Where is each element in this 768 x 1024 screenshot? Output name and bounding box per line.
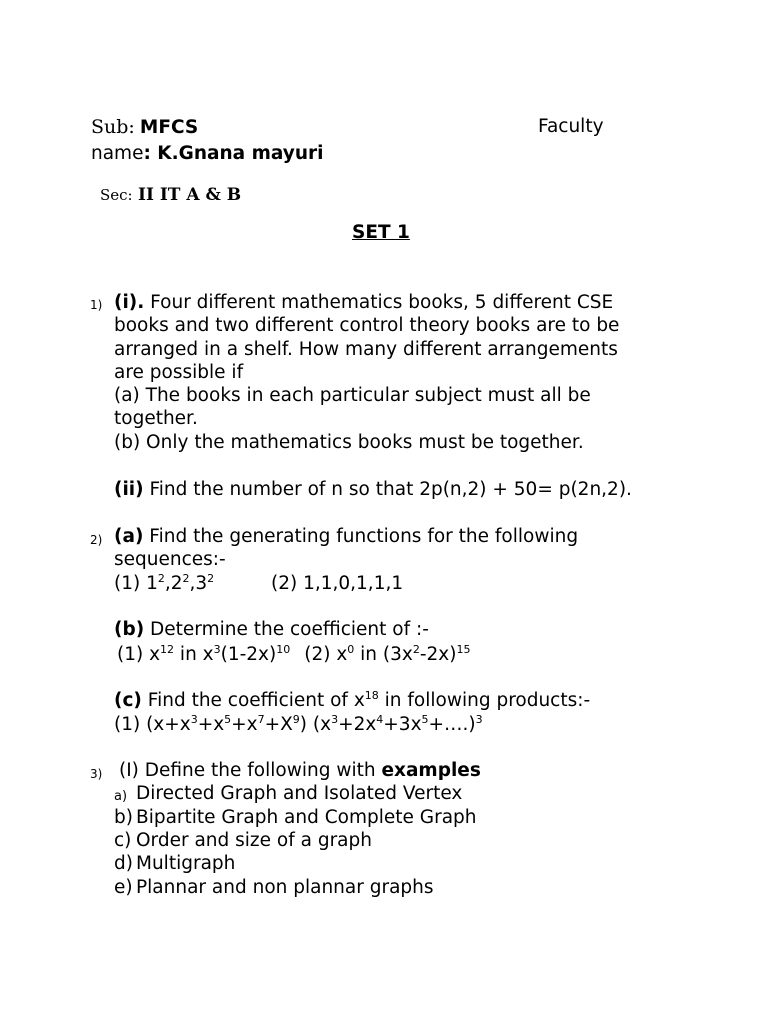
q2a-sequence-1 — [114, 573, 214, 594]
exponent: 4 — [376, 713, 384, 726]
q1-part-ii-label: (ii) — [114, 479, 144, 500]
q3-item-text: Bipartite Graph and Complete Graph — [136, 807, 477, 828]
q2a-line-2: sequences:- — [114, 549, 226, 570]
expr-part: in x — [174, 644, 214, 665]
q2a-seq1-part: (1) 1 — [114, 573, 158, 594]
expr-part: +x — [231, 714, 258, 735]
faculty-name: : K.Gnana mayuri — [143, 143, 324, 164]
q1-line-5: (a) The books in each particular subject must all be — [114, 385, 591, 406]
q2c-text: in following products:- — [378, 690, 591, 711]
q3-item-text: Order and size of a graph — [136, 830, 372, 851]
q3-item-label: c) — [114, 830, 132, 851]
q3-intro-bold: examples — [381, 760, 481, 781]
q1-line-3: arranged in a shelf. How many different arrangements — [114, 339, 618, 360]
q1-line-1 — [114, 292, 613, 313]
exponent: 3 — [190, 713, 198, 726]
section-value: II IT A & B — [138, 185, 242, 205]
exponent: 5 — [421, 713, 429, 726]
q2a-seq1-part: ,2 — [164, 573, 183, 594]
q3-item-text: Directed Graph and Isolated Vertex — [136, 783, 463, 804]
expr-part: +….) — [428, 714, 476, 735]
q3-item-text: Multigraph — [136, 853, 236, 874]
faculty-name-line — [91, 143, 324, 164]
expr-part: in (3x — [354, 644, 413, 665]
q1-part-ii — [114, 479, 632, 500]
exponent: 15 — [456, 643, 471, 656]
expr-part: (1) x — [117, 644, 161, 665]
q2a-label: (a) — [114, 526, 144, 547]
exponent: 2 — [157, 572, 165, 585]
q1-line-7: (b) Only the mathematics books must be together. — [114, 432, 584, 453]
expr-part: +x — [197, 714, 225, 735]
q1-part-i-label: (i). — [114, 292, 145, 313]
exponent: 7 — [257, 713, 265, 726]
expr-part: ) (x — [299, 714, 332, 735]
expr-part: -2x) — [419, 644, 457, 665]
exponent: 18 — [364, 689, 379, 702]
set-title: SET 1 — [352, 222, 410, 243]
exponent: 3 — [331, 713, 339, 726]
section-label: Sec: — [100, 186, 133, 204]
exponent: 2 — [207, 572, 215, 585]
subject-line — [91, 116, 198, 138]
faculty-label: Faculty — [538, 116, 604, 137]
q2a-seq1-part: ,3 — [189, 573, 208, 594]
q3-item-label: d) — [114, 853, 133, 874]
q1-line-2: books and two different control theory books are to be — [114, 315, 620, 336]
q3-item-label: b) — [114, 807, 133, 828]
exponent: 2 — [182, 572, 190, 585]
q2a-text: Find the generating functions for the following — [149, 526, 579, 547]
q2c-label: (c) — [114, 690, 142, 711]
q2c-text: Find the coefficient of x — [147, 690, 365, 711]
section-line — [100, 185, 241, 205]
q2a-sequence-2: (2) 1,1,0,1,1,1 — [271, 573, 404, 594]
exponent: 9 — [292, 713, 300, 726]
question-number: 2) — [90, 533, 103, 547]
expr-part: (1) (x+x — [114, 714, 191, 735]
q3-intro-text: (I) Define the following with — [119, 760, 382, 781]
q2c-product — [114, 714, 483, 735]
q3-intro — [119, 760, 481, 781]
expr-part: +3x — [383, 714, 422, 735]
question-number: 3) — [90, 767, 103, 781]
q2b-label: (b) — [114, 619, 145, 640]
q2a-line-1 — [114, 526, 578, 547]
q2b-text: Determine the coefficient of :- — [150, 619, 429, 640]
q3-item-label: e) — [114, 877, 133, 898]
question-number: 1) — [90, 298, 103, 312]
q1-part-ii-text: Find the number of n so that 2p(n,2) + 50= p(2n,2). — [149, 479, 632, 500]
expr-part: (1-2x) — [220, 644, 277, 665]
q2c-line-1 — [114, 690, 590, 711]
exponent: 12 — [160, 643, 175, 656]
q1-text: Four different mathematics books, 5 different CSE — [150, 292, 614, 313]
q1-line-6: together. — [114, 408, 198, 429]
exponent: 5 — [224, 713, 232, 726]
q3-item-label: a) — [114, 789, 128, 804]
expr-part: +X — [264, 714, 293, 735]
q2b-expressions — [117, 644, 470, 665]
q3-item-text: Plannar and non plannar graphs — [136, 877, 434, 898]
subject-label: Sub: — [91, 116, 135, 138]
q2b-line-1 — [114, 619, 429, 640]
q1-line-4: are possible if — [114, 362, 244, 383]
subject-value: MFCS — [139, 117, 199, 138]
exponent: 10 — [276, 643, 291, 656]
exponent: 2 — [412, 643, 420, 656]
expr-part: +2x — [338, 714, 377, 735]
name-label: name — [91, 143, 144, 164]
exponent: 3 — [475, 713, 483, 726]
expr-part: (2) x — [304, 644, 348, 665]
exponent: 3 — [213, 643, 221, 656]
exponent: 0 — [347, 643, 355, 656]
